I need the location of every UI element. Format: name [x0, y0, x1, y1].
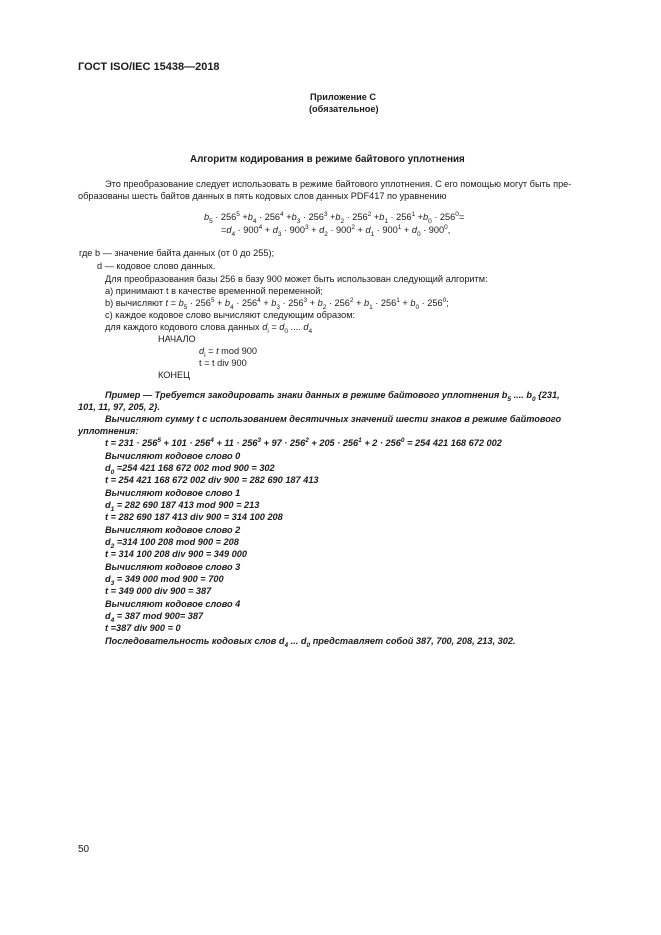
appendix-status: (обязательное)	[309, 104, 379, 114]
equation-line-1: $b_5 \cdot 256^5 +b_4 \cdot 256^4 +b_3 \cdot 256^3 +b_2 \cdot 256^2 +b_1 \cdot 256^1 +b_0 \cdot 256^0=$	[204, 210, 465, 225]
example-calc-line-2: уплотнения:	[78, 426, 139, 436]
page-number: 50	[78, 844, 90, 855]
appendix-label: Приложение С	[310, 92, 377, 102]
where-d: d — кодовое слово данных.	[97, 261, 216, 271]
codeword-1-value: $d_1 = 282$ 690 187 413 mod 900 = 213	[105, 500, 260, 513]
example-intro: Пример — Требуется закодировать знаки данных в режиме байтового уплотнения $b_5$ .... $b_0$ {231,	[105, 390, 560, 403]
algorithm-step-1: $d_i = t$ mod 900	[199, 346, 257, 359]
codeword-4-value: $d_4 = 387$ mod 900= 387	[105, 611, 204, 624]
algorithm-step-c: c) каждое кодовое слово вычисляют следующим образом:	[105, 310, 356, 320]
section-title: Алгоритм кодирования в режиме байтового уплотнения	[190, 154, 465, 165]
algorithm-step-b: b) вычисляют $t = b_5 \cdot 256^5 + b_4 \cdot 256^4 + b_3 \cdot 256^3 + b_2 \cdot 256^2 + b_1 \cdot 256^1 + b_0 \cdot 256^0$;	[105, 296, 449, 311]
codeword-1-t: t = 282 690 187 413 div 900 = 314 100 208	[105, 512, 283, 522]
codeword-0-value: $d_0 =254$ 421 168 672 002 mod 900 = 302	[105, 463, 275, 476]
codeword-1-heading: Вычисляют кодовое слово 1	[105, 488, 241, 498]
algorithm-end: КОНЕЦ	[158, 370, 190, 380]
algorithm-loop: для каждого кодового слова данных $d_i = d_0$ .... $d_4$	[105, 322, 313, 335]
codeword-3-heading: Вычисляют кодовое слово 3	[105, 562, 241, 572]
where-b: где b — значение байта данных (от 0 до 255);	[79, 248, 275, 258]
intro-line-2: образованы шесть байтов данных в пять кодовых слов данных PDF417 по уравнению	[78, 191, 447, 201]
algorithm-step-2: t = t div 900	[199, 358, 247, 368]
codeword-2-heading: Вычисляют кодовое слово 2	[105, 525, 241, 535]
algorithm-begin: НАЧАЛО	[158, 334, 196, 344]
codeword-4-t: t =387 div 900 = 0	[105, 623, 181, 633]
example-calc-line-1: Вычисляют сумму t с использованием десятичных значений шести знаков в режиме байтового	[105, 414, 562, 424]
algorithm-intro: Для преобразования базы 256 в базу 900 может быть использован следующий алгоритм:	[105, 274, 488, 284]
codeword-2-value: $d_2 =314$ 100 208 mod 900 = 208	[105, 537, 239, 550]
example-result: Последовательность кодовых слов $d_4$ ... $d_0$ представляет собой 387, 700, 208, 213, 302.	[105, 636, 516, 649]
example-data: 101, 11, 97, 205, 2}.	[78, 402, 161, 412]
codeword-3-t: t = 349 000 div 900 = 387	[105, 586, 212, 596]
codeword-3-value: $d_3 = 349$ 000 mod 900 = 700	[105, 574, 224, 587]
codeword-0-t: t = 254 421 168 672 002 div 900 = 282 690 187 413	[105, 475, 319, 485]
equation-line-2: $=d_4 \cdot 900^4 + d_3 \cdot 900^3 + d_2 \cdot 900^2 + d_1 \cdot 900^1 + d_0 \cdot 900^0$,	[221, 223, 451, 238]
codeword-2-t: t = 314 100 208 div 900 = 349 000	[105, 549, 248, 559]
document-header: ГОСТ ISO/IEC 15438—2018	[78, 61, 220, 73]
example-sum: $t = 231 \cdot 256^5 + 101 \cdot 256^4 + 11 \cdot 256^3 + 97 \cdot 256^2 + 205 \cdot 256^1 + 2 \cdot 256^0 = 254$ 421 168 672 002	[105, 436, 502, 448]
codeword-0-heading: Вычисляют кодовое слово 0	[105, 451, 241, 461]
codeword-4-heading: Вычисляют кодовое слово 4	[105, 599, 241, 609]
intro-line-1: Это преобразование следует использовать в режиме байтового уплотнения. С его помощью могут быть пре-	[105, 179, 572, 189]
algorithm-step-a: a) принимают t в качестве временной переменной;	[105, 286, 323, 296]
